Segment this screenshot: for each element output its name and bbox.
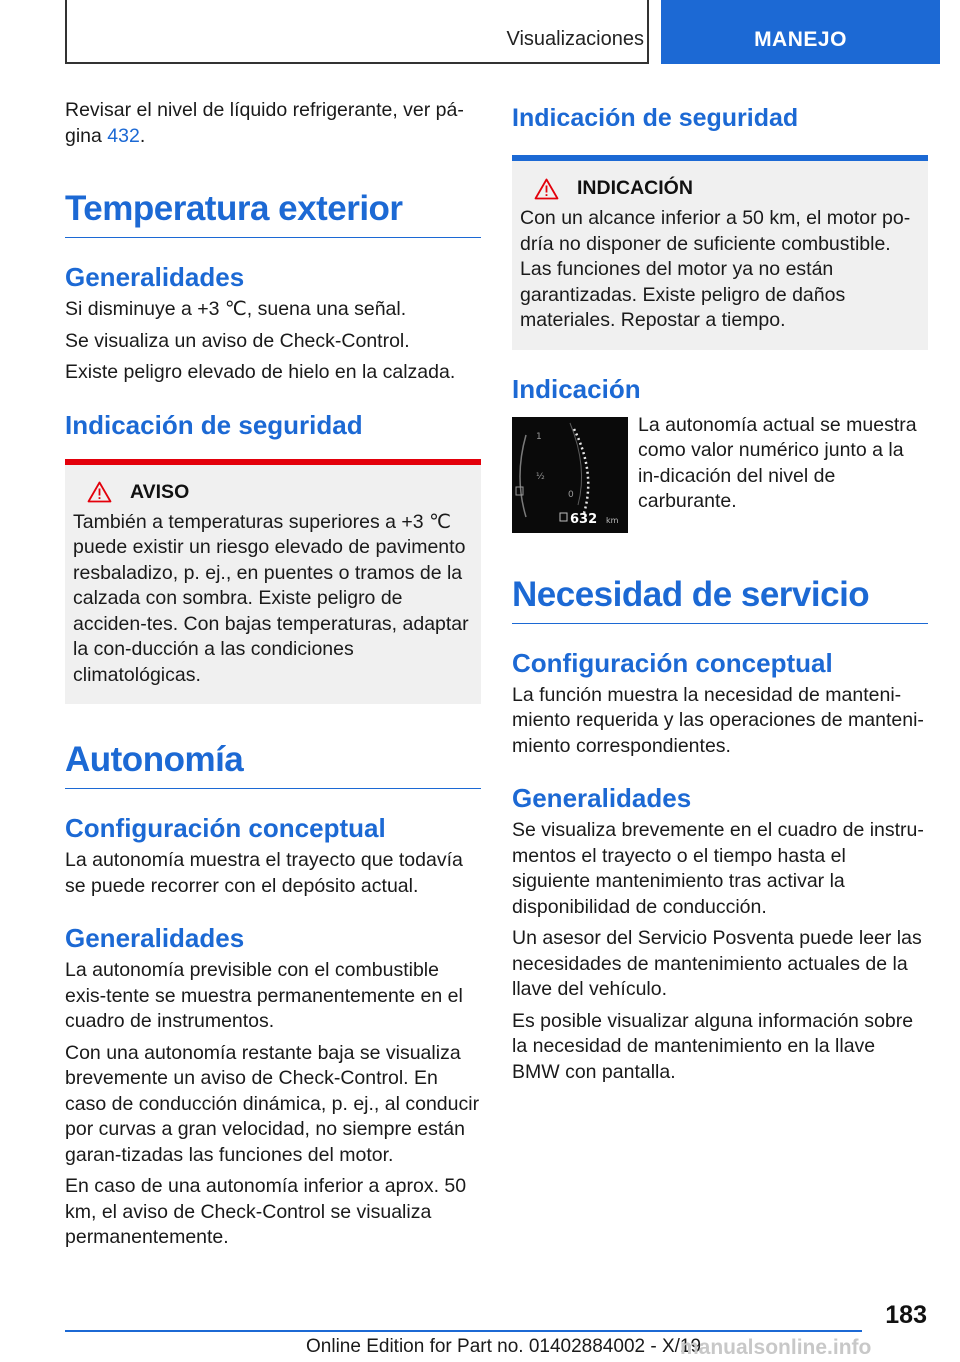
- autonomy-heading: Autonomía: [65, 740, 481, 789]
- service-heading: Necesidad de servicio: [512, 575, 928, 624]
- header-chapter-label: MANEJO: [754, 28, 847, 51]
- gauge-tick-zero: 0: [568, 489, 574, 500]
- service-text-3: Es posible visualizar alguna información sobre la necesidad de mantenimiento en la llave BMW con pantalla.: [512, 1009, 914, 1083]
- concept-text: La autonomía muestra el trayecto que todavía se puede recorrer con el depósito actual.: [65, 849, 463, 897]
- gauge-tick-half: ½: [536, 471, 545, 482]
- warning-notice: [65, 459, 481, 705]
- service-general-heading: Generalidades: [512, 783, 692, 813]
- warning-triangle-icon: [87, 481, 112, 503]
- warning-triangle-icon: [534, 178, 559, 200]
- gauge-range-value: 632: [570, 511, 598, 527]
- fuel-gauge-graphic: [512, 417, 628, 533]
- left-column: [65, 98, 481, 1251]
- general-heading: Generalidades: [65, 923, 245, 953]
- service-text-2: Un asesor del Servicio Posventa puede leer las necesidades de mantenimiento actuales de la llave del vehículo.: [512, 927, 922, 1000]
- general-text-1: La autonomía previsible con el combustible exis-tente se muestra permanentemente en el cuadro de instrumentos.: [65, 959, 463, 1032]
- indication-text: La autonomía actual se muestra como valor numérico junto a la in-dicación del nivel de carburante.: [638, 413, 917, 512]
- info-notice-head: [520, 177, 920, 200]
- safety-heading-right: Indicación de seguridad: [512, 104, 799, 132]
- gauge-range-unit: km: [606, 515, 619, 525]
- info-notice-text: Con un alcance inferior a 50 km, el motor po-dría no disponer de suficiente combustible. Las funciones del motor ya no están garantizadas. Existe peligro de daños materiales. Repostar a tiempo.: [520, 207, 911, 331]
- service-concept-text: La función muestra la necesidad de manteni-miento requerida y las operaciones de manteni-miento correspondientes.: [512, 683, 924, 757]
- indication-block: [512, 413, 928, 533]
- header-chapter-tab[interactable]: [661, 0, 940, 64]
- general-text-2: Con una autonomía restante baja se visualiza brevemente un aviso de Check-Control. En caso de conducción dinámica, p. ej., al conducir por curvas a gran velocidad, no siempre están garan-tizadas las funciones del motor.: [65, 1041, 480, 1166]
- temperature-heading: Temperatura exterior: [65, 189, 481, 238]
- safety-heading-left: Indicación de seguridad: [65, 409, 363, 440]
- indication-heading: Indicación: [512, 373, 641, 404]
- page-number: 183: [885, 1301, 927, 1329]
- temperature-general-heading: Generalidades: [65, 262, 245, 292]
- info-notice: [512, 155, 928, 350]
- service-concept-heading: Configuración conceptual: [512, 647, 833, 678]
- watermark: manualsonline.info: [680, 1336, 872, 1359]
- concept-heading: Configuración conceptual: [65, 813, 386, 843]
- temperature-text-3: Existe peligro elevado de hielo en la calzada.: [65, 361, 456, 383]
- intro-paragraph: [65, 98, 465, 149]
- header-section-title: Visualizaciones: [506, 28, 644, 50]
- fuel-gauge-image: [512, 417, 628, 533]
- footer-rule: [65, 1330, 862, 1332]
- warning-text: También a temperaturas superiores a +3 ℃ puede existir un riesgo elevado de pavimento resbaladizo, p. ej., en puentes o tramos de la calzada con sombra. Existe peligro de acciden-tes. Con bajas temperaturas, adaptar la con-ducción a las condiciones climatológicas.: [73, 510, 469, 686]
- gauge-tick-top: 1: [536, 431, 542, 442]
- page-link-432[interactable]: 432: [107, 124, 140, 147]
- footer-edition: Online Edition for Part no. 01402884002 - X/19: [306, 1336, 702, 1357]
- temperature-text-2: Se visualiza un aviso de Check-Control.: [65, 329, 410, 352]
- warning-notice-head: [73, 481, 473, 504]
- intro-text: Revisar el nivel de líquido refrigerante, ver pá-gina: [65, 99, 464, 147]
- general-text-3: En caso de una autonomía inferior a aprox. 50 km, el aviso de Check-Control se visualiza permanentemente.: [65, 1175, 467, 1248]
- intro-end: .: [139, 124, 146, 147]
- info-notice-title: INDICACIÓN: [577, 177, 693, 199]
- warning-title: AVISO: [130, 480, 190, 503]
- temperature-text-1: Si disminuye a +3 ℃, suena una señal.: [65, 298, 407, 320]
- right-column: [512, 98, 928, 1085]
- service-text-1: Se visualiza brevemente en el cuadro de instru-mentos el trayecto o el tiempo hasta el siguiente mantenimiento tras activar la disponibilidad de conducción.: [512, 819, 924, 918]
